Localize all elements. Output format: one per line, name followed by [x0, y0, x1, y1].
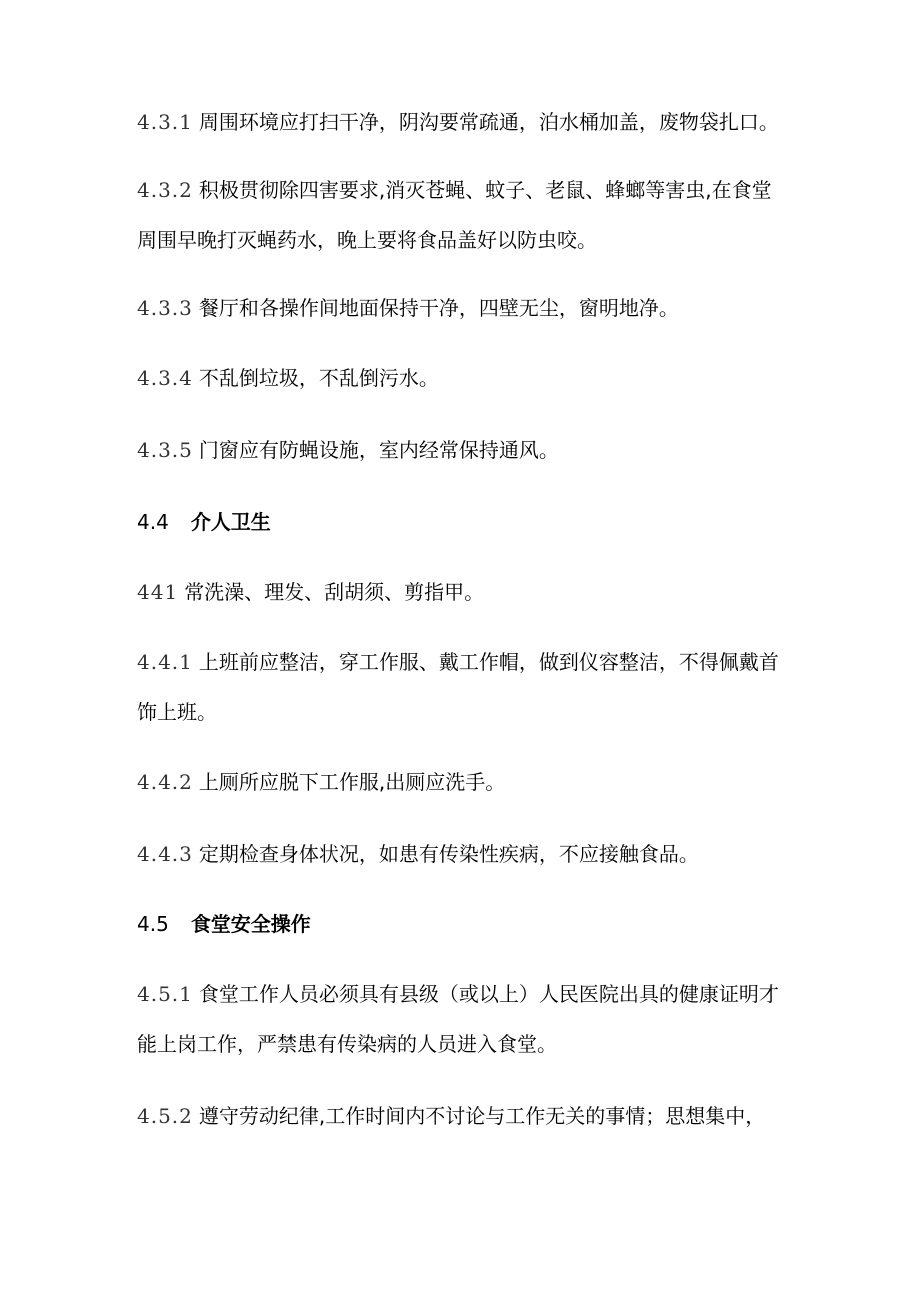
clause-text: 周围早晚打灭蝇药水，晚上要将食品盖好以防虫咬。: [137, 228, 597, 252]
clause-text: 不乱倒垃圾，不乱倒污水。: [198, 366, 439, 390]
clause-text: 饰上班。: [137, 700, 217, 724]
clause-text: 上厕所应脱下工作服,出厕应洗手。: [198, 770, 506, 794]
clause-number: 4.3.3: [137, 296, 193, 320]
clause-4-3-4: [137, 364, 797, 392]
clause-number: 4.3.4: [137, 366, 193, 390]
clause-4-4-3: [137, 840, 797, 868]
clause-text: 遵守劳动纪律,工作时间内不讨论与工作无关的事情；思想集中，: [198, 1104, 766, 1128]
section-heading-4-5: [137, 910, 797, 938]
clause-number: 4.5.1: [137, 982, 193, 1006]
clause-number: 4.4.2: [137, 770, 193, 794]
section-heading-4-4: [137, 508, 797, 536]
clause-number: 4.3.1: [137, 110, 193, 134]
section-number: 4.5: [137, 912, 169, 936]
clause-number: 4.4.3: [137, 842, 193, 866]
clause-4-5-1: [137, 980, 797, 1008]
section-number: 4.4: [137, 510, 169, 534]
clause-4-3-5: [137, 436, 797, 464]
clause-number: 4.3.5: [137, 438, 193, 462]
clause-text: 常洗澡、理发、刮胡须、剪指甲。: [184, 580, 485, 604]
section-title: 介人卫生: [190, 510, 271, 534]
clause-text: 上班前应整洁，穿工作服、戴工作帽，做到仪容整洁，不得佩戴首: [198, 650, 779, 674]
clause-number: 441: [137, 580, 179, 604]
clause-text: 周围环境应打扫干净，阴沟要常疏通，泊水桶加盖，废物袋扎口。: [198, 110, 779, 134]
clause-number: 4.3.2: [137, 178, 193, 202]
clause-number: 4.5.2: [137, 1104, 193, 1128]
clause-4-3-2: [137, 176, 797, 204]
clause-4-3-3: [137, 294, 797, 322]
clause-4-4-1: [137, 648, 797, 676]
clause-441: [137, 578, 797, 606]
clause-4-4-1-continued: [137, 698, 797, 726]
clause-text: 积极贯彻除四害要求,消灭苍蝇、蚊子、老鼠、蜂螂等害虫,在食堂: [198, 178, 772, 202]
clause-text: 餐厅和各操作间地面保持干净，四壁无尘，窗明地净。: [198, 296, 679, 320]
section-title: 食堂安全操作: [190, 912, 311, 936]
clause-4-3-1: [137, 108, 797, 136]
clause-4-5-2: [137, 1102, 797, 1130]
clause-4-5-1-continued: [137, 1030, 797, 1058]
clause-text: 食堂工作人员必须具有县级（或以上）人民医院出具的健康证明才: [198, 982, 779, 1006]
clause-4-4-2: [137, 768, 797, 796]
clause-text: 定期检查身体状况，如患有传染性疾病，不应接触食品。: [198, 842, 699, 866]
clause-text: 能上岗工作，严禁患有传染病的人员进入食堂。: [137, 1032, 557, 1056]
clause-text: 门窗应有防蝇设施，室内经常保持通风。: [198, 438, 559, 462]
clause-4-3-2-continued: [137, 226, 797, 254]
clause-number: 4.4.1: [137, 650, 193, 674]
